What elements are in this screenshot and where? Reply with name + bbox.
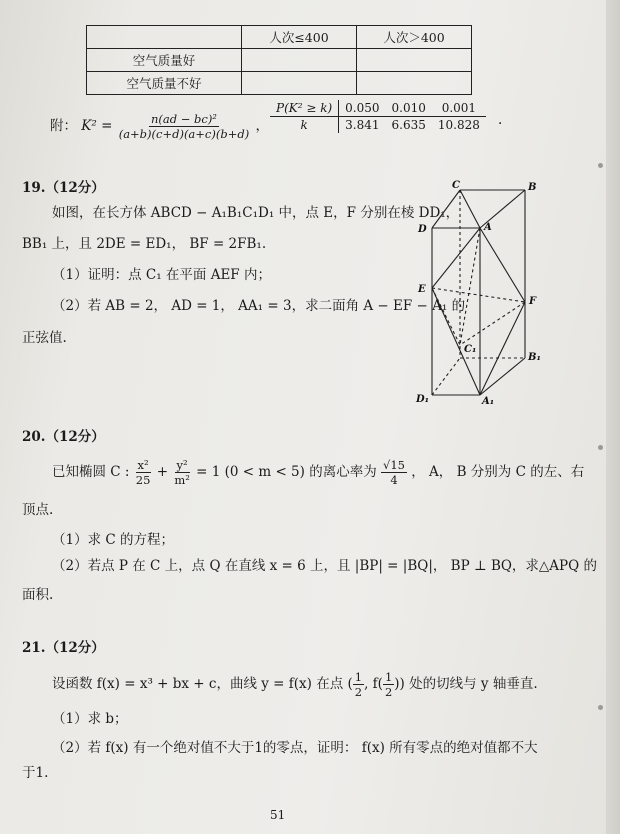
label-E: E [418,284,426,295]
q19-line2: BB₁ 上，且 2DE = ED₁， BF = 2FB₁. [22,236,267,252]
table-cell: 空气质量好 [87,49,242,72]
q19-heading: 19.（12分） [22,180,105,196]
label-A: A [484,222,492,233]
table-cell [242,72,357,95]
table-cell: 0.010 [386,100,432,117]
table-cell: 空气质量不好 [87,72,242,95]
label-A1: A₁ [482,396,495,405]
k2-symbol: K² = [81,118,113,134]
table-row [87,72,472,95]
q21-part2: （2）若 f(x) 有一个绝对值不大于1的零点，证明： f(x) 所有零点的绝对值都不大 [52,740,538,756]
table-cell: 10.828 [437,118,480,132]
q20-line2: 顶点. [22,502,54,518]
y-fraction: $\frac{\text{y²}}{\text{m²}}$ [174,458,190,487]
table-cell: 3.841 [345,118,380,132]
q21-part1: （1）求 b； [52,711,128,727]
p-label: P(K² ≥ k) [270,100,339,117]
table-cell: 6.635 [391,118,426,132]
binding-hole [598,445,603,450]
x-fraction: $\frac{\text{x²}}{25}$ [135,458,151,487]
table-row [270,100,486,117]
label-D: D [418,224,427,235]
label-C1: C₁ [464,344,477,355]
table-header-row [87,26,472,49]
q20-part1: （1）求 C 的方程； [52,532,175,548]
label-D1: D₁ [416,394,430,405]
label-F: F [529,296,537,307]
q20-pre: 已知椭圆 C : [52,464,130,480]
k2-numerator: n(ad − bc)² [150,112,217,126]
q21-heading: 21.（12分） [22,640,105,656]
label-B1: B₁ [528,352,541,363]
cuboid-figure [410,180,550,405]
q20-post: ， A， B 分别为 C 的左、右 [411,464,585,480]
k2-denominator: (a+b)(c+d)(a+c)(b+d) [118,127,250,141]
page-edge [606,0,620,834]
q19-line1: 如图，在长方体 ABCD − A₁B₁C₁D₁ 中，点 E，F 分别在棱 DD₁， [52,205,460,221]
critical-value-table [270,100,486,133]
binding-hole [598,705,603,710]
label-B: B [528,182,537,193]
q21-pre: 设函数 f(x) = x³ + bx + c，曲线 y = f(x) 在点 ( [52,676,353,692]
appendix-comma: ， [255,118,269,134]
q20-part2b: 面积. [22,587,54,603]
q19-part1: （1）证明：点 C₁ 在平面 AEF 内； [52,267,271,283]
q21-part2b: 于1. [22,765,49,781]
table-cell [87,26,242,49]
page-number: 51 [270,808,286,822]
eccentricity-fraction: $\frac{√15}{4}$ [383,458,405,487]
q19-part2b: 正弦值. [22,330,67,346]
appendix-end: . [498,112,503,128]
k-label: k [270,117,339,134]
q21-post: )) 处的切线与 y 轴垂直. [394,676,538,692]
table-cell [357,49,472,72]
half-fraction-2: $\frac{1}{2}$ [384,670,393,699]
half-fraction: $\frac{1}{2}$ [354,670,363,699]
table-cell: 0.001 [432,100,486,117]
table-cell: 人次＞400 [357,26,472,49]
binding-hole [598,163,603,168]
table-cell [242,49,357,72]
appendix-formula [50,112,269,141]
q20-cond: = 1 (0 < m < 5) 的离心率为 [196,464,377,480]
q20-heading: 20.（12分） [22,429,105,445]
q19-part2: （2）若 AB = 2， AD = 1， AA₁ = 3，求二面角 A − EF − A₁ 的 [52,298,466,314]
q20-line1: 已知椭圆 C : $\frac{\text{x²}}{25}$ + $\frac{\text{y²}}{\text{m²}}$ = 1 (0 < m < 5) 的离心率为 $\frac{√15}{4}$ ， A， B 分别为 C 的左、右 [52,458,585,487]
table-cell: 0.050 [339,100,386,117]
table-cell [357,72,472,95]
q20-part2: （2）若点 P 在 C 上，点 Q 在直线 x = 6 上，且 |BP| = |BQ|， BP ⊥ BQ，求△APQ 的 [52,558,598,574]
table-cell: 人次≤400 [242,26,357,49]
label-C: C [452,180,460,191]
k2-fraction [117,112,251,141]
appendix-label: 附： [50,118,77,134]
q21-line1: 设函数 f(x) = x³ + bx + c，曲线 y = f(x) 在点 ( $\frac{1}{2}$ , f( $\frac{1}{2}$ )) 处的切线与 y 轴垂直. [52,670,538,699]
contingency-table [86,25,472,95]
table-row [87,49,472,72]
table-row [270,117,486,134]
